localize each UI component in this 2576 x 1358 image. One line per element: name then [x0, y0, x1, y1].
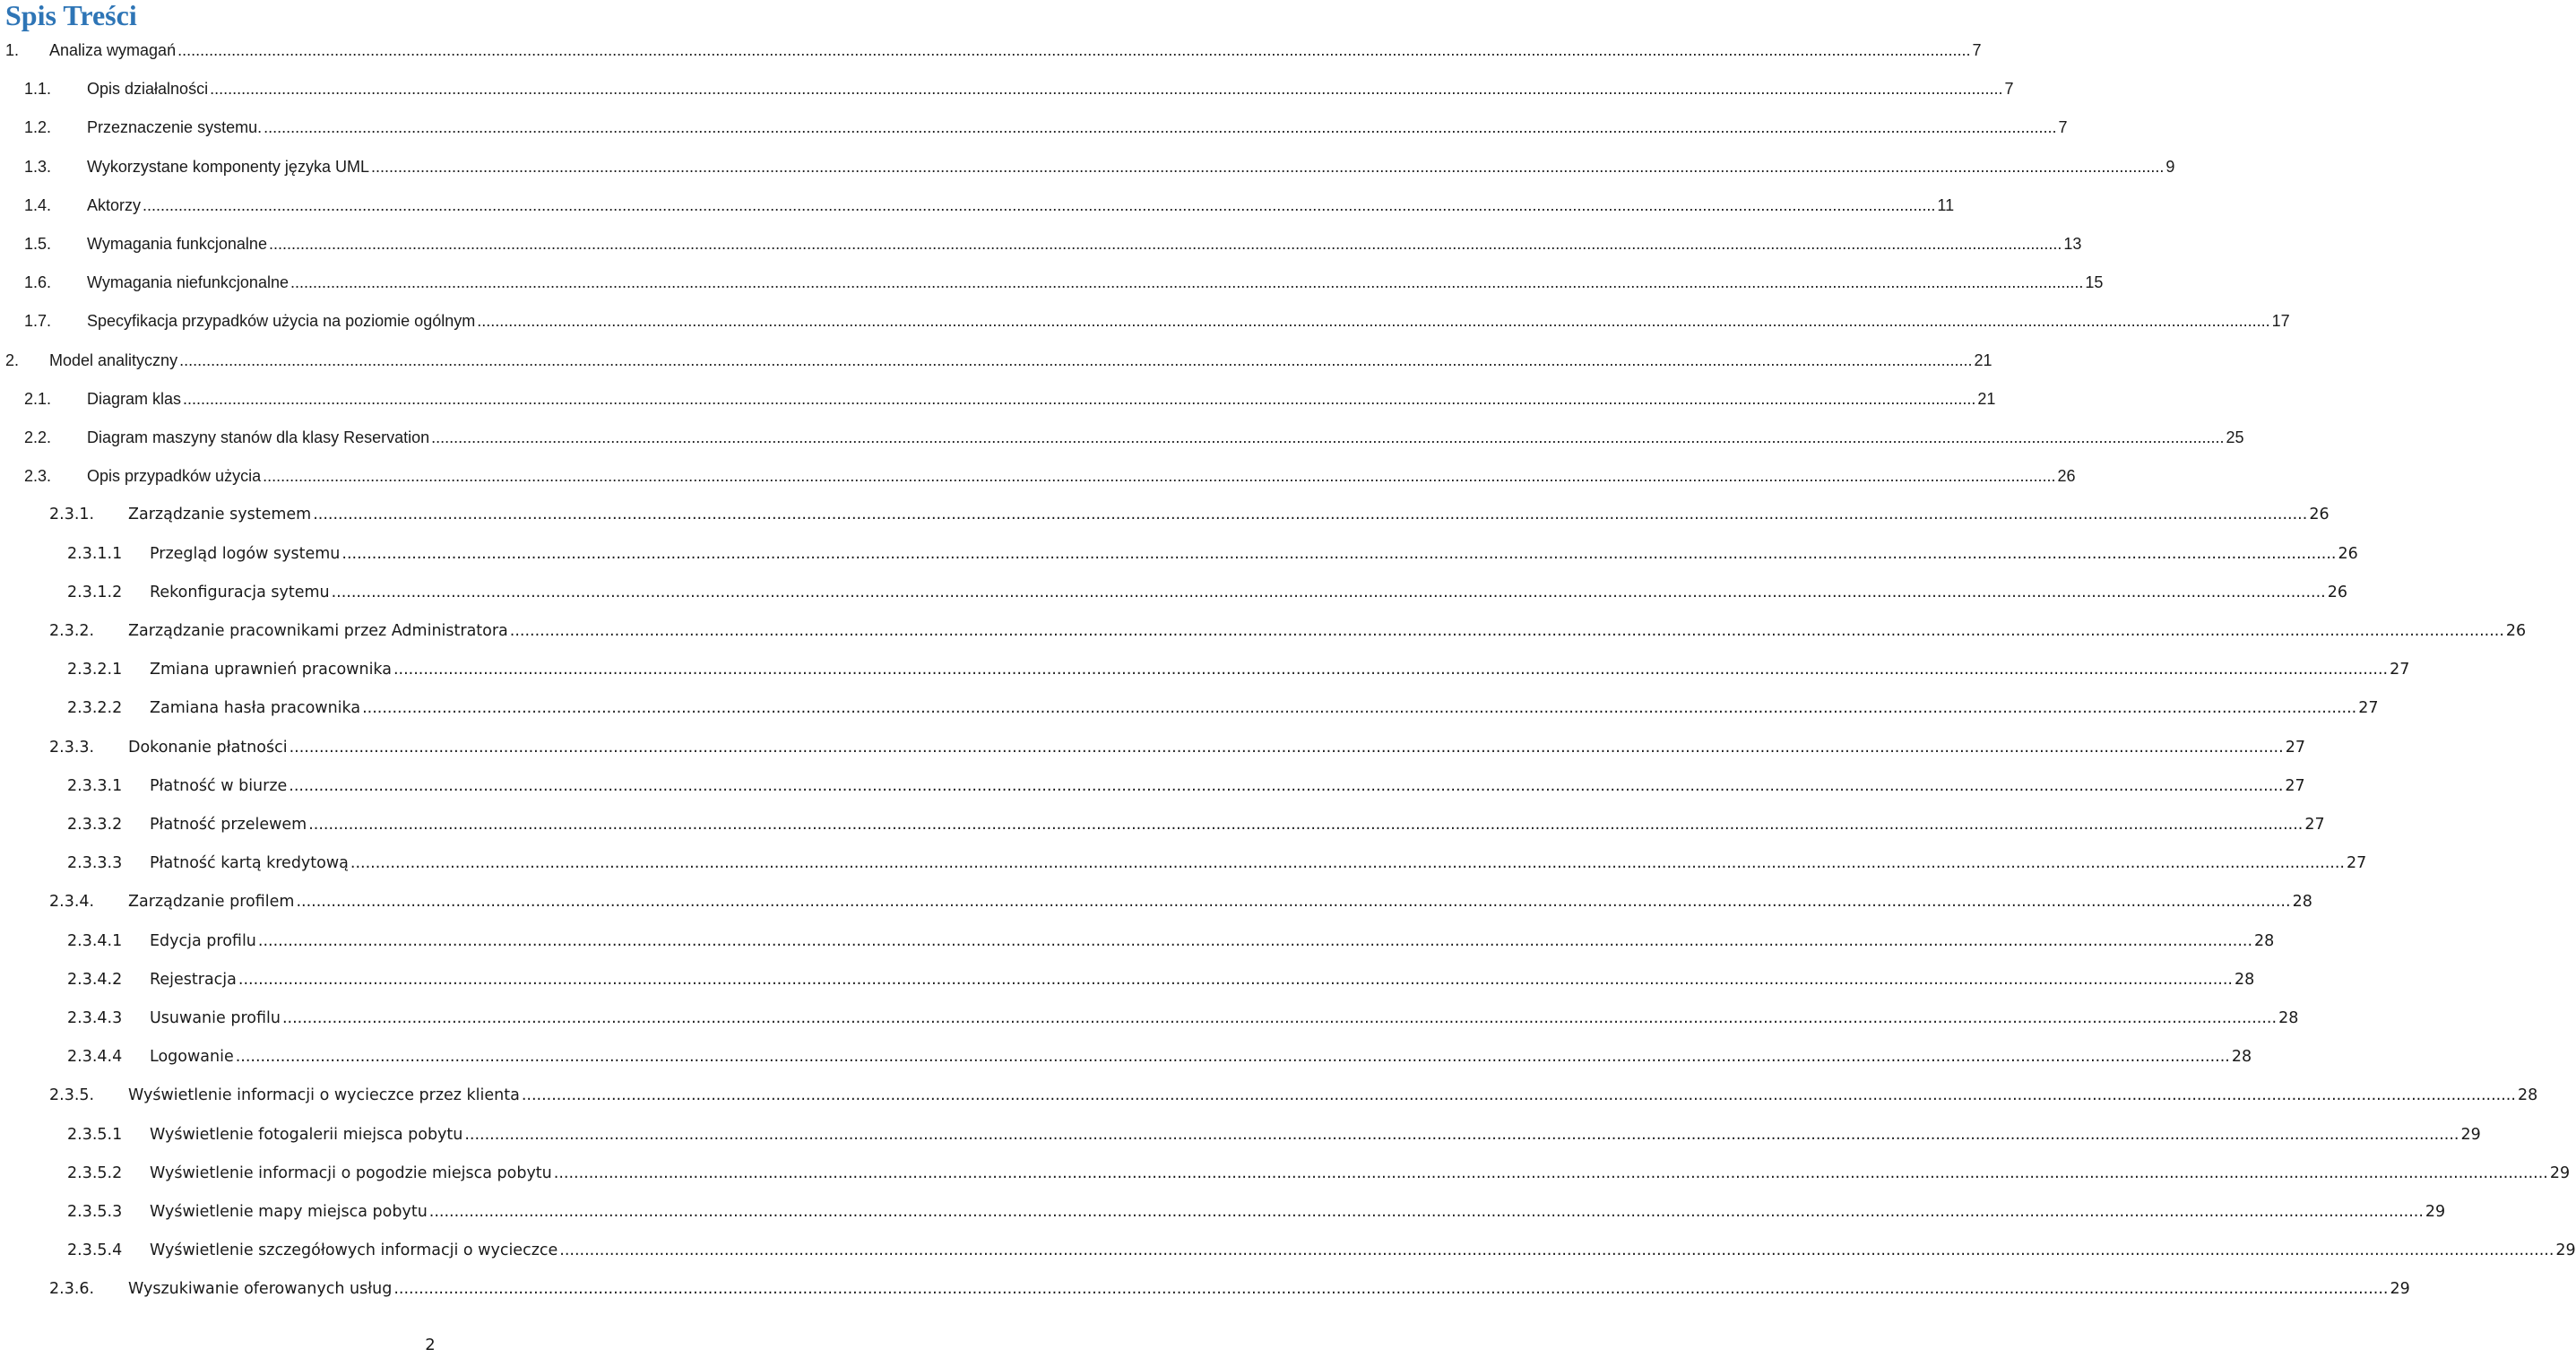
toc-dot-leader: ................................................................................................................................................................................................................................................................................................................................................................................................................	[331, 584, 2326, 601]
toc-entry-title: Rekonfiguracja sytemu	[150, 584, 330, 601]
toc-entry[interactable]	[67, 805, 2325, 835]
toc-entry-page-number: 17	[2271, 312, 2290, 330]
toc-dot-leader: ................................................................................................................................................................................................................................................................................................................................................................................................................	[308, 816, 2304, 834]
toc-entry-page-number: 21	[1974, 351, 1993, 369]
toc-entry[interactable]	[67, 1192, 2446, 1223]
toc-dot-leader: ................................................................................................................................................................................................................................................................................................................................................................................................................	[464, 1126, 2459, 1144]
toc-entry[interactable]	[67, 688, 2379, 719]
toc-dot-leader: ................................................................................................................................................................................................................................................................................................................................................................................................................	[183, 390, 1976, 408]
toc-dot-leader: ................................................................................................................................................................................................................................................................................................................................................................................................................	[289, 777, 2284, 795]
toc-dot-leader: ................................................................................................................................................................................................................................................................................................................................................................................................................	[521, 1086, 2516, 1104]
toc-dot-leader: ................................................................................................................................................................................................................................................................................................................................................................................................................	[264, 118, 2057, 136]
toc-dot-leader: ................................................................................................................................................................................................................................................................................................................................................................................................................	[263, 467, 2056, 485]
toc-entry[interactable]	[49, 1269, 2410, 1300]
toc-entry-title: Wyświetlenie informacji o pogodzie miejsca pobytu	[150, 1164, 552, 1182]
toc-dot-leader: ................................................................................................................................................................................................................................................................................................................................................................................................................	[362, 699, 2357, 717]
toc-entry-page-number: 7	[1972, 41, 1982, 59]
toc-entry-title: Wyszukiwanie oferowanych usług	[128, 1280, 393, 1298]
toc-entry-number: 2.3.4.2	[67, 971, 123, 989]
toc-entry-number: 2.3.4.4	[67, 1048, 123, 1066]
toc-entry-title: Wymagania funkcjonalne	[87, 235, 267, 253]
toc-entry-page-number: 28	[2234, 971, 2255, 989]
toc-entry-title: Wyświetlenie szczegółowych informacji o wycieczce	[150, 1241, 558, 1259]
toc-entry-number: 2.3.1.	[49, 506, 95, 523]
toc-entry-number: 2.3.1.1	[67, 545, 123, 563]
toc-entry-page-number: 29	[2425, 1203, 2446, 1221]
toc-entry-number: 2.3.5.4	[67, 1241, 123, 1259]
toc-entry-page-number: 27	[2347, 854, 2367, 872]
toc-dot-leader: ................................................................................................................................................................................................................................................................................................................................................................................................................	[393, 661, 2389, 679]
toc-entry[interactable]	[67, 573, 2347, 603]
toc-dot-leader: ................................................................................................................................................................................................................................................................................................................................................................................................................	[350, 854, 2345, 872]
toc-entry-page-number: 26	[2505, 622, 2527, 640]
toc-entry-number: 1.5.	[24, 235, 52, 253]
toc-dot-leader: ................................................................................................................................................................................................................................................................................................................................................................................................................	[393, 1280, 2389, 1298]
toc-entry-title: Wymagania niefunkcjonalne	[87, 273, 289, 291]
toc-entry-number: 2.3.5.3	[67, 1203, 123, 1221]
toc-entry-title: Wykorzystane komponenty języka UML	[87, 158, 369, 176]
toc-entry-title: Aktorzy	[87, 196, 142, 214]
toc-entry-title: Przeznaczenie systemu.	[87, 118, 263, 136]
toc-entry[interactable]	[67, 960, 2255, 990]
toc-entry-page-number: 26	[2327, 584, 2347, 601]
toc-entry[interactable]	[24, 379, 1996, 410]
toc-entry-number: 2.3.5.	[49, 1086, 95, 1104]
toc-entry[interactable]	[67, 766, 2305, 797]
toc-entry-page-number: 7	[2004, 80, 2014, 98]
toc-entry-page-number: 26	[2309, 506, 2330, 523]
toc-entry-page-number: 29	[2390, 1280, 2410, 1298]
toc-entry-title: Diagram klas	[87, 390, 182, 408]
toc-entry-title: Dokonanie płatności	[128, 739, 288, 757]
toc-entry-title: Płatność w biurze	[150, 777, 288, 795]
toc-entry[interactable]	[67, 1037, 2252, 1068]
toc-entry-title: Przegląd logów systemu	[150, 545, 341, 563]
toc-dot-leader: ................................................................................................................................................................................................................................................................................................................................................................................................................	[428, 1203, 2424, 1221]
toc-dot-leader: ................................................................................................................................................................................................................................................................................................................................................................................................................	[509, 622, 2504, 640]
toc-entry-page-number: 26	[2057, 467, 2076, 485]
toc-dot-leader: ................................................................................................................................................................................................................................................................................................................................................................................................................	[290, 273, 2084, 291]
toc-entry-page-number: 15	[2085, 273, 2104, 291]
toc-dot-leader: ................................................................................................................................................................................................................................................................................................................................................................................................................	[210, 80, 2003, 98]
toc-dot-leader: ................................................................................................................................................................................................................................................................................................................................................................................................................	[370, 158, 2165, 176]
toc-entry-title: Wyświetlenie fotogalerii miejsca pobytu	[150, 1126, 463, 1144]
toc-entry-number: 2.3.3.1	[67, 777, 123, 795]
toc-dot-leader: ................................................................................................................................................................................................................................................................................................................................................................................................................	[431, 428, 2225, 446]
toc-entry-title: Płatność przelewem	[150, 816, 307, 834]
toc-dot-leader: ................................................................................................................................................................................................................................................................................................................................................................................................................	[235, 1048, 2230, 1066]
toc-dot-leader: ................................................................................................................................................................................................................................................................................................................................................................................................................	[477, 312, 2270, 330]
toc-entry-number: 2.3.3.2	[67, 816, 123, 834]
toc-entry-page-number: 29	[2549, 1164, 2571, 1182]
toc-entry[interactable]	[5, 30, 1982, 61]
toc-entry-title: Rejestracja	[150, 971, 237, 989]
toc-entry[interactable]	[67, 650, 2410, 680]
toc-entry-page-number: 28	[2231, 1048, 2252, 1066]
toc-dot-leader: ................................................................................................................................................................................................................................................................................................................................................................................................................	[341, 545, 2337, 563]
toc-entry-title: Opis przypadków użycia	[87, 467, 262, 485]
toc-entry-page-number: 28	[2278, 1009, 2299, 1027]
toc-entry-title: Zarządzanie profilem	[128, 893, 295, 911]
toc-entry-number: 2.3.2.2	[67, 699, 123, 717]
toc-entry[interactable]	[24, 301, 2290, 332]
toc-entry[interactable]	[67, 921, 2275, 952]
toc-entry-page-number: 26	[2338, 545, 2358, 563]
toc-dot-leader: ................................................................................................................................................................................................................................................................................................................................................................................................................	[257, 932, 2253, 950]
toc-entry[interactable]	[67, 1231, 2576, 1261]
toc-entry-number: 1.6.	[24, 273, 52, 291]
toc-entry-title: Płatność kartą kredytową	[150, 854, 349, 872]
toc-entry-number: 1.2.	[24, 118, 52, 136]
toc-entry-title: Specyfikacja przypadków użycia na poziomie ogólnym	[87, 312, 476, 330]
toc-entry-title: Analiza wymagań	[49, 41, 177, 59]
toc-dot-leader: ................................................................................................................................................................................................................................................................................................................................................................................................................	[238, 971, 2233, 989]
toc-entry[interactable]	[49, 495, 2330, 525]
toc-entry-title: Wyświetlenie informacji o wycieczce przez klienta	[128, 1086, 520, 1104]
toc-entry[interactable]	[67, 1154, 2571, 1184]
toc-entry-number: 2.3.2.	[49, 622, 95, 640]
toc-entry-number: 1.	[5, 41, 20, 59]
toc-entry-title: Logowanie	[150, 1048, 234, 1066]
toc-entry-page-number: 27	[2285, 739, 2305, 757]
toc-entry-title: Model analityczny	[49, 351, 178, 369]
toc-entry-page-number: 27	[2358, 699, 2379, 717]
toc-entry-number: 2.3.4.1	[67, 932, 123, 950]
toc-entry-number: 2.3.5.1	[67, 1126, 123, 1144]
toc-entry-page-number: 7	[2058, 118, 2068, 136]
toc-entry[interactable]	[5, 341, 1993, 371]
toc-entry-page-number: 29	[2555, 1241, 2576, 1259]
toc-dot-leader: ................................................................................................................................................................................................................................................................................................................................................................................................................	[559, 1241, 2554, 1259]
toc-entry[interactable]	[24, 186, 1955, 216]
toc-entry[interactable]	[67, 1115, 2481, 1146]
toc-entry-title: Wyświetlenie mapy miejsca pobytu	[150, 1203, 428, 1221]
toc-entry-title: Zarządzanie pracownikami przez Administratora	[128, 622, 508, 640]
toc-entry[interactable]	[24, 69, 2014, 99]
toc-entry-page-number: 27	[2390, 661, 2410, 679]
toc-dot-leader: ................................................................................................................................................................................................................................................................................................................................................................................................................	[553, 1164, 2548, 1182]
toc-entry-number: 1.7.	[24, 312, 52, 330]
toc-entry[interactable]	[24, 456, 2076, 487]
toc-entry-number: 2.3.2.1	[67, 661, 123, 679]
toc-entry-number: 2.3.3.3	[67, 854, 123, 872]
toc-entry-title: Edycja profilu	[150, 932, 256, 950]
toc-dot-leader: ................................................................................................................................................................................................................................................................................................................................................................................................................	[281, 1009, 2278, 1027]
toc-dot-leader: ................................................................................................................................................................................................................................................................................................................................................................................................................	[179, 351, 1973, 369]
page-number: 2	[425, 1336, 436, 1354]
toc-entry-number: 1.3.	[24, 158, 52, 176]
toc-dot-leader: ................................................................................................................................................................................................................................................................................................................................................................................................................	[296, 893, 2291, 911]
toc-entry-number: 2.	[5, 351, 20, 369]
toc-entry[interactable]	[67, 999, 2299, 1029]
toc-entry[interactable]	[24, 418, 2244, 448]
toc-entry-page-number: 28	[2292, 893, 2312, 911]
toc-entry-number: 2.3.5.2	[67, 1164, 123, 1182]
toc-entry[interactable]	[49, 882, 2312, 913]
toc-entry-number: 2.3.1.2	[67, 584, 123, 601]
toc-entry[interactable]	[67, 534, 2358, 565]
toc-entry-page-number: 13	[2063, 235, 2082, 253]
toc-entry-page-number: 21	[1977, 390, 1996, 408]
toc-title: Spis Treści	[5, 0, 137, 31]
toc-entry[interactable]	[24, 224, 2082, 255]
toc-entry[interactable]	[24, 147, 2175, 177]
toc-entry-page-number: 25	[2226, 428, 2244, 446]
toc-entry-page-number: 9	[2165, 158, 2175, 176]
toc-entry-number: 2.3.6.	[49, 1280, 95, 1298]
toc-entry-number: 2.3.3.	[49, 739, 95, 757]
toc-entry-page-number: 28	[2517, 1086, 2538, 1104]
toc-entry-title: Zarządzanie systemem	[128, 506, 312, 523]
toc-entry-number: 2.2.	[24, 428, 52, 446]
toc-dot-leader: ................................................................................................................................................................................................................................................................................................................................................................................................................	[143, 196, 1936, 214]
toc-entry[interactable]	[67, 843, 2367, 874]
toc-entry-page-number: 28	[2254, 932, 2275, 950]
toc-entry-page-number: 27	[2304, 816, 2325, 834]
toc-dot-leader: ................................................................................................................................................................................................................................................................................................................................................................................................................	[289, 739, 2284, 757]
toc-entry-page-number: 27	[2285, 777, 2305, 795]
toc-entry-title: Zamiana hasła pracownika	[150, 699, 361, 717]
toc-entry-number: 1.4.	[24, 196, 52, 214]
toc-entry-number: 2.3.4.	[49, 893, 95, 911]
toc-entry-page-number: 11	[1937, 196, 1955, 214]
toc-entry[interactable]	[49, 611, 2527, 642]
toc-entry-title: Diagram maszyny stanów dla klasy Reservation	[87, 428, 430, 446]
toc-entry[interactable]	[24, 263, 2104, 293]
toc-entry-page-number: 29	[2460, 1126, 2481, 1144]
toc-entry[interactable]	[24, 108, 2068, 138]
toc-entry-title: Zmiana uprawnień pracownika	[150, 661, 392, 679]
toc-entry-number: 2.3.	[24, 467, 52, 485]
toc-entry[interactable]	[49, 1076, 2538, 1106]
toc-entry-number: 1.1.	[24, 80, 52, 98]
toc-entry-number: 2.1.	[24, 390, 52, 408]
toc-dot-leader: ................................................................................................................................................................................................................................................................................................................................................................................................................	[313, 506, 2308, 523]
toc-dot-leader: ................................................................................................................................................................................................................................................................................................................................................................................................................	[177, 41, 1971, 59]
toc-entry[interactable]	[49, 728, 2305, 758]
toc-entry-title: Opis działalności	[87, 80, 209, 98]
toc-dot-leader: ................................................................................................................................................................................................................................................................................................................................................................................................................	[268, 235, 2062, 253]
toc-entry-number: 2.3.4.3	[67, 1009, 123, 1027]
toc-entry-title: Usuwanie profilu	[150, 1009, 281, 1027]
